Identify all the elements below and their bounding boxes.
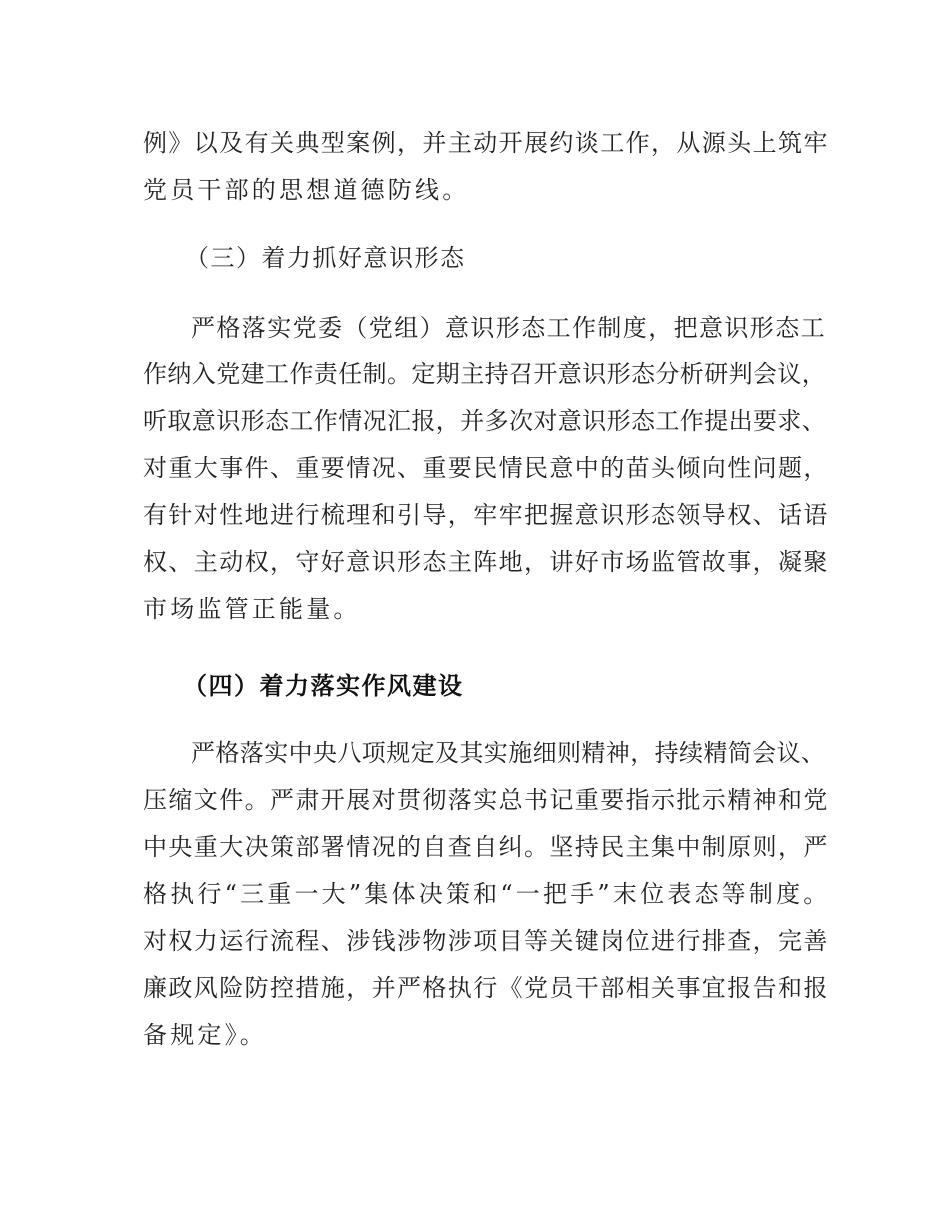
body-line: 市场监管正能量。 (143, 595, 361, 623)
body-line: 对权力运行流程、涉钱涉物涉项目等关键岗位进行排查，完善 (143, 927, 829, 955)
body-line: 权、主动权，守好意识形态主阵地，讲好市场监管故事，凝聚 (143, 548, 829, 576)
section-heading-4: （四）着力落实作风建设 (183, 672, 464, 700)
body-line: 备规定》。 (143, 1021, 267, 1049)
body-line: 廉政风险防控措施，并严格执行《党员干部相关事宜报告和报 (143, 974, 829, 1002)
body-line: 严格落实党委（党组）意识形态工作制度，把意识形态工 (191, 314, 826, 342)
body-line: 中央重大决策部署情况的自查自纠。坚持民主集中制原则，严 (143, 833, 829, 861)
body-line: 格执行“三重一大”集体决策和“一把手”末位表态等制度。 (143, 880, 831, 908)
section-heading-3: （三）着力抓好意识形态 (185, 244, 466, 272)
body-line: 作纳入党建工作责任制。定期主持召开意识形态分析研判会议， (143, 360, 827, 388)
body-line: 有针对性地进行梳理和引导，牢牢把握意识形态领导权、话语 (143, 501, 829, 529)
body-line: 严格落实中央八项规定及其实施细则精神，持续精简会议、 (191, 739, 826, 767)
body-line: 对重大事件、重要情况、重要民情民意中的苗头倾向性问题， (143, 454, 829, 482)
body-line: 党员干部的思想道德防线。 (143, 176, 470, 204)
body-line: 听取意识形态工作情况汇报，并多次对意识形态工作提出要求、 (143, 407, 827, 435)
body-line: 压缩文件。严肃开展对贯彻落实总书记重要指示批示精神和党 (143, 786, 829, 814)
body-line: 例》以及有关典型案例，并主动开展约谈工作，从源头上筑牢 (143, 129, 829, 157)
